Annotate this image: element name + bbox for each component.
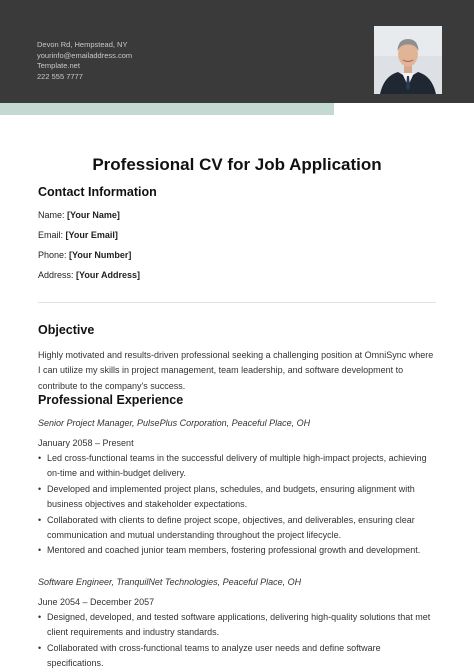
objective-heading: Objective [38, 323, 95, 337]
job-1-dates: January 2058 – Present [38, 438, 134, 448]
list-item: • Designed, developed, and tested software applications, delivering high-quality solutions that met client requirements and industry standards. [38, 610, 438, 641]
list-item: • Collaborated with cross-functional teams to analyze user needs and define software specifications. [38, 641, 438, 672]
section-divider [38, 302, 436, 303]
header-contact-block [37, 40, 132, 82]
contact-name-field [38, 210, 120, 220]
contact-address-field [38, 270, 140, 280]
contact-heading: Contact Information [38, 185, 157, 199]
header-banner [0, 0, 474, 103]
experience-heading: Professional Experience [38, 393, 184, 407]
email-label: Email: [38, 230, 64, 240]
objective-text: Highly motivated and results-driven professional seeking a challenging position at OmniSync where I can utilize my skills in project management, team leadership, and software development to contribute to the company's success. [38, 350, 434, 391]
list-item: • Led cross-functional teams in the successful delivery of multiple high-impact projects, achieving on-time and within-budget delivery. [38, 451, 438, 482]
job-2-dates: June 2054 – December 2057 [38, 597, 155, 607]
document-title: Professional CV for Job Application [92, 155, 382, 174]
name-label: Name: [38, 210, 65, 220]
list-item: • Developed and implemented project plans, schedules, and budgets, ensuring alignment with business objectives and stakeholder expectations. [38, 482, 438, 513]
contact-email-field [38, 230, 118, 240]
job-2-bullets [38, 610, 438, 672]
phone-value: [Your Number] [69, 250, 132, 260]
profile-photo [374, 26, 442, 94]
job-2-role: Software Engineer, TranquilNet Technologies, Peaceful Place, OH [38, 577, 302, 587]
list-item: • Collaborated with clients to define project scope, objectives, and deliverables, ensuring clear communication and mutual understanding throughout the project lifecycle. [38, 513, 438, 544]
job-1-role: Senior Project Manager, PulsePlus Corporation, Peaceful Place, OH [38, 418, 311, 428]
header-website[interactable]: Template.net [37, 61, 80, 70]
list-item: • Mentored and coached junior team members, fostering professional growth and development. [38, 543, 438, 558]
header-address: Devon Rd, Hempstead, NY [37, 40, 128, 49]
header-email[interactable]: yourinfo@emailaddress.com [37, 50, 133, 60]
contact-phone-field [38, 250, 131, 260]
name-value: [Your Name] [67, 210, 120, 220]
email-value: [Your Email] [65, 230, 118, 240]
header-phone: 222 555 7777 [37, 71, 83, 81]
address-value: [Your Address] [76, 270, 141, 280]
job-1-bullets [38, 451, 438, 559]
accent-bar [0, 103, 334, 115]
address-label: Address: [38, 270, 74, 280]
phone-label: Phone: [38, 250, 67, 260]
